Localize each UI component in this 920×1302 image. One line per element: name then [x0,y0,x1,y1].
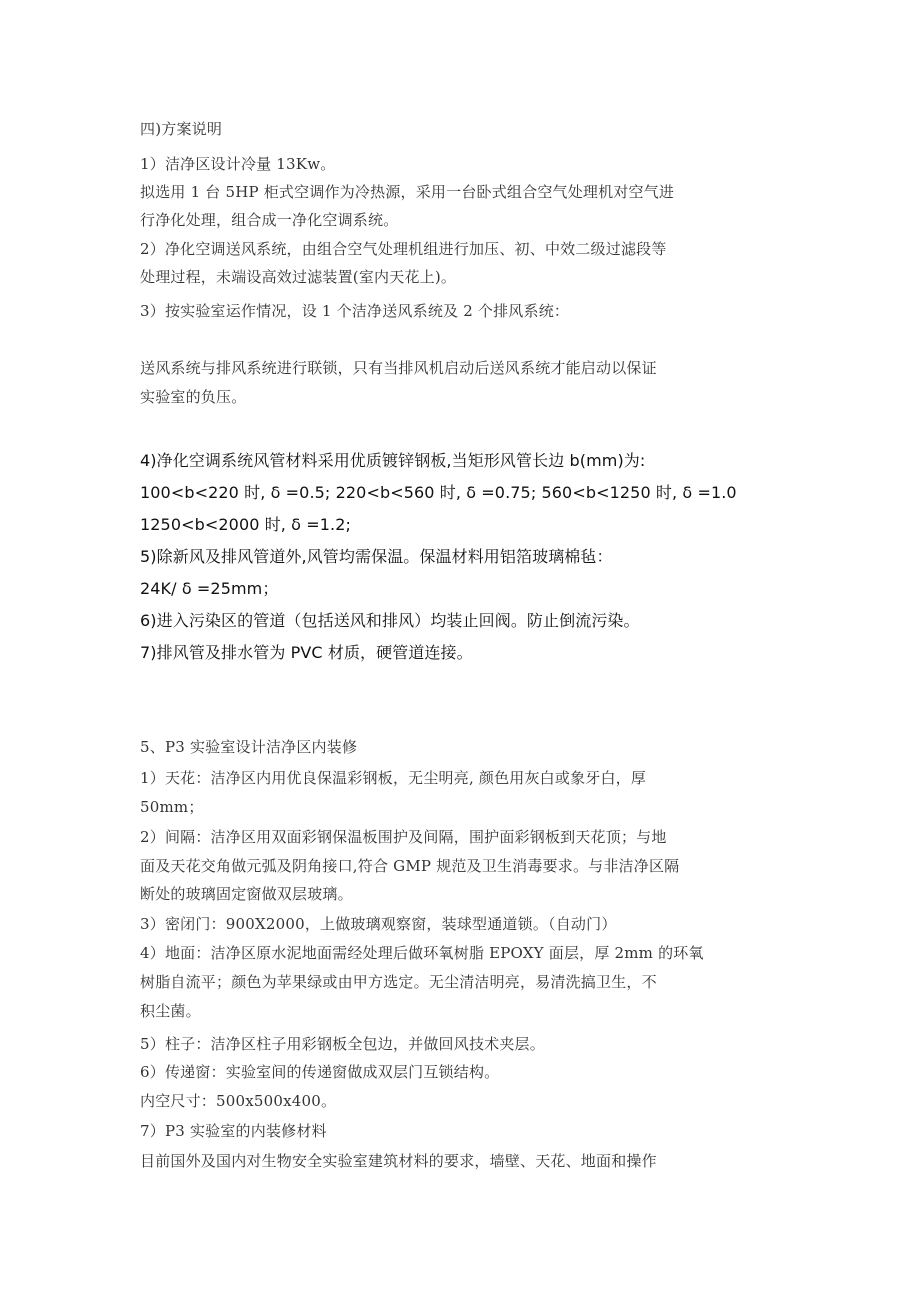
text-line: 送风系统与排风系统进行联锁，只有当排风机启动后送风系统才能启动以保证 [140,359,657,377]
text-line: 6)进入污染区的管道（包括送风和排风）均装止回阀。防止倒流污染。 [140,611,640,630]
text-line: 目前国外及国内对生物安全实验室建筑材料的要求，墙壁、天花、地面和操作 [140,1152,657,1170]
text-line: 断处的玻璃固定窗做双层玻璃。 [140,885,353,903]
text-line: 5)除新风及排风管道外,风管均需保温。保温材料用铝箔玻璃棉毡： [140,547,613,566]
text-line: 7)排风管及排水管为 PVC 材质，硬管道连接。 [140,643,473,662]
text-line: 24K/ δ =25mm； [140,579,279,598]
text-line: 50mm； [140,798,204,816]
text-line: 4）地面：洁净区原水泥地面需经处理后做环氧树脂 EPOXY 面层，厚 2mm 的环氧 [140,944,704,962]
text-line: 3）密闭门：900X2000，上做玻璃观察窗，装球型通道锁。（自动门） [140,915,617,933]
text-line: 2）间隔：洁净区用双面彩钢保温板围护及间隔，围护面彩钢板到天花顶；与地 [140,828,667,846]
section-heading-decoration: 5、P3 实验室设计洁净区内装修 [140,738,358,756]
text-line: 行净化处理，组合成一净化空调系统。 [140,211,399,229]
text-line: 6）传递窗：实验室间的传递窗做成双层门互锁结构。 [140,1063,500,1081]
text-line: 实验室的负压。 [140,388,247,406]
text-line: 内空尺寸：500x500x400。 [140,1092,337,1110]
text-line: 1）洁净区设计冷量 13Kw。 [140,155,336,173]
text-line: 100<b<220 时, δ =0.5; 220<b<560 时, δ =0.75; 560<b<1250 时, δ =1.0 [140,483,737,502]
text-line: 5）柱子：洁净区柱子用彩钢板全包边，并做回风技术夹层。 [140,1035,545,1053]
text-line: 1250<b<2000 时, δ =1.2; [140,515,351,534]
text-line: 拟选用 1 台 5HP 柜式空调作为冷热源，采用一台卧式组合空气处理机对空气进 [140,183,675,201]
text-line: 4)净化空调系统风管材料采用优质镀锌钢板,当矩形风管长边 b(mm)为: [140,451,646,470]
text-line: 积尘菌。 [140,1002,201,1020]
section-heading-scheme: 四)方案说明 [140,120,223,138]
text-line: 处理过程，未端设高效过滤装置(室内天花上)。 [140,268,457,286]
text-line: 7）P3 实验室的内装修材料 [140,1122,327,1140]
text-line: 面及天花交角做元弧及阴角接口,符合 GMP 规范及卫生消毒要求。与非洁净区隔 [140,857,680,875]
text-line: 3）按实验室运作情况，设 1 个洁净送风系统及 2 个排风系统： [140,302,570,320]
text-line: 树脂自流平；颜色为苹果绿或由甲方选定。无尘清洁明亮，易清洗搞卫生，不 [140,973,657,991]
text-line: 1）天花：洁净区内用优良保温彩钢板，无尘明亮, 颜色用灰白或象牙白，厚 [140,769,647,787]
text-line: 2）净化空调送风系统，由组合空气处理机组进行加压、初、中效二级过滤段等 [140,240,667,258]
